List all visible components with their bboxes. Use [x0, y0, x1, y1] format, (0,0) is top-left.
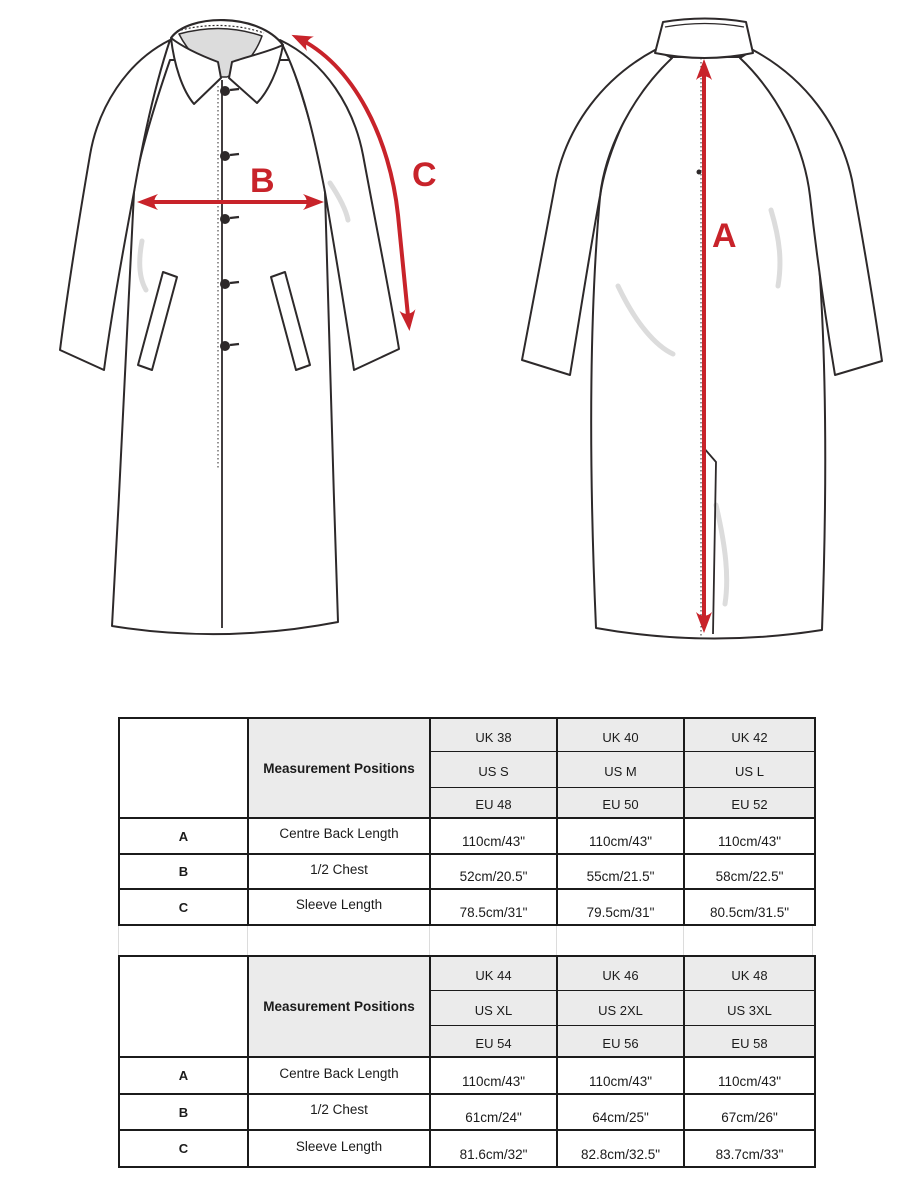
size-table-small	[118, 717, 816, 926]
measure-value-cell: 110cm/43"	[430, 1057, 557, 1094]
measure-value-cell: 79.5cm/31"	[557, 889, 684, 925]
coat-front-drawing	[60, 20, 399, 634]
measure-key-cell: B	[119, 854, 248, 889]
size-header-cell: UK 40	[557, 718, 684, 751]
measure-key-cell: C	[119, 889, 248, 925]
size-header-cell: UK 44	[430, 956, 557, 990]
back-body-outline	[591, 57, 825, 639]
measure-name-cell: 1/2 Chest	[248, 854, 430, 889]
measure-key-cell: B	[119, 1094, 248, 1130]
size-header-cell: EU 52	[684, 787, 815, 818]
size-header-cell: UK 38	[430, 718, 557, 751]
size-header-cell: US 2XL	[557, 990, 684, 1025]
measurement-row	[119, 1094, 815, 1130]
measure-value-cell: 83.7cm/33"	[684, 1130, 815, 1167]
size-header-cell: EU 56	[557, 1025, 684, 1057]
measure-value-cell: 78.5cm/31"	[430, 889, 557, 925]
measure-value-cell: 67cm/26"	[684, 1094, 815, 1130]
measure-value-cell: 110cm/43"	[430, 818, 557, 854]
measure-name-cell: 1/2 Chest	[248, 1094, 430, 1130]
back-seam-detail	[697, 170, 702, 175]
measure-name-cell: Sleeve Length	[248, 889, 430, 925]
size-table-large	[118, 955, 816, 1168]
label-c: C	[412, 156, 437, 194]
back-collar-stand	[655, 19, 753, 59]
size-header-cell: US S	[430, 751, 557, 787]
size-header-cell: UK 46	[557, 956, 684, 990]
corner-cell	[119, 956, 248, 1057]
size-header-cell: US XL	[430, 990, 557, 1025]
uk-sizes-row	[119, 956, 815, 990]
measure-name-cell: Sleeve Length	[248, 1130, 430, 1167]
uk-sizes-row	[119, 718, 815, 751]
measure-value-cell: 58cm/22.5"	[684, 854, 815, 889]
table-spacer-row	[118, 926, 814, 955]
measure-value-cell: 64cm/25"	[557, 1094, 684, 1130]
measurement-row	[119, 854, 815, 889]
measure-value-cell: 52cm/20.5"	[430, 854, 557, 889]
measurement-row	[119, 889, 815, 925]
label-a: A	[712, 217, 737, 255]
measure-name-cell: Centre Back Length	[248, 818, 430, 854]
measure-value-cell: 80.5cm/31.5"	[684, 889, 815, 925]
size-header-cell: EU 58	[684, 1025, 815, 1057]
size-header-cell: EU 54	[430, 1025, 557, 1057]
size-header-cell: EU 48	[430, 787, 557, 818]
measurement-positions-header: Measurement Positions	[248, 718, 430, 818]
measure-value-cell: 81.6cm/32"	[430, 1130, 557, 1167]
size-header-cell: EU 50	[557, 787, 684, 818]
label-b: B	[250, 162, 275, 200]
measure-value-cell: 110cm/43"	[557, 818, 684, 854]
size-header-cell: UK 48	[684, 956, 815, 990]
measurement-row	[119, 818, 815, 854]
measure-value-cell: 110cm/43"	[684, 818, 815, 854]
corner-cell	[119, 718, 248, 818]
measure-value-cell: 110cm/43"	[557, 1057, 684, 1094]
measure-key-cell: C	[119, 1130, 248, 1167]
measure-value-cell: 61cm/24"	[430, 1094, 557, 1130]
size-header-cell: US 3XL	[684, 990, 815, 1025]
measurement-row	[119, 1130, 815, 1167]
measurement-row	[119, 1057, 815, 1094]
measure-key-cell: A	[119, 1057, 248, 1094]
measure-key-cell: A	[119, 818, 248, 854]
size-tables	[118, 717, 814, 1168]
measurement-positions-header: Measurement Positions	[248, 956, 430, 1057]
size-header-cell: US L	[684, 751, 815, 787]
size-header-cell: US M	[557, 751, 684, 787]
measure-value-cell: 82.8cm/32.5"	[557, 1130, 684, 1167]
measure-value-cell: 55cm/21.5"	[557, 854, 684, 889]
measure-value-cell: 110cm/43"	[684, 1057, 815, 1094]
measure-name-cell: Centre Back Length	[248, 1057, 430, 1094]
size-header-cell: UK 42	[684, 718, 815, 751]
